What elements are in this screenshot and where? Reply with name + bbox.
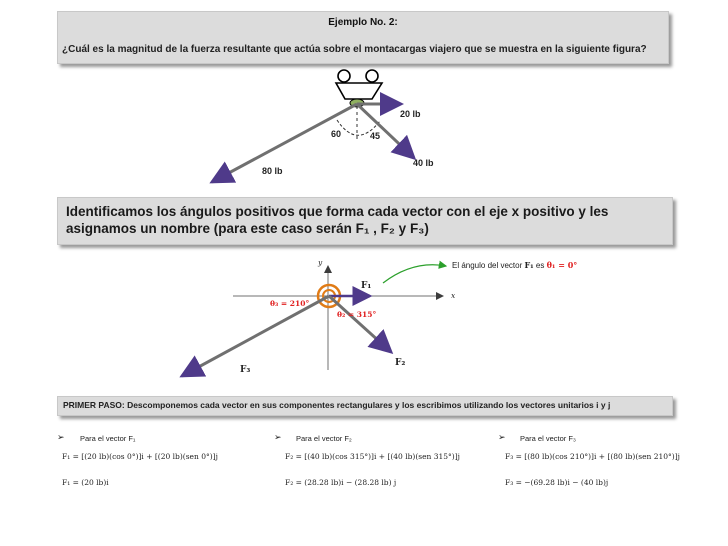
example-title: Ejemplo No. 2: [328, 17, 398, 28]
component-heading-f3: Para el vector F₃ [520, 434, 576, 443]
y-axis-label: y [318, 258, 323, 267]
component-eq2-f1: F₁ = (20 lb)i [62, 478, 109, 487]
theta1-note-angle: θ₁ = 0° [546, 260, 578, 270]
component-eq1-f1: F₁ = [(20 lb)(cos 0°)]i + [(20 lb)(sen 0°)]j [62, 452, 218, 461]
bullet-arrow-icon: ➢ [498, 432, 506, 442]
bullet-arrow-icon: ➢ [274, 432, 282, 442]
note-arrow [383, 265, 446, 283]
x-axis-label: x [451, 291, 456, 300]
component-heading-f1: Para el vector F₁ [80, 434, 136, 443]
label-80lb: 80 lb [262, 166, 283, 176]
label-20lb: 20 lb [400, 109, 421, 119]
problem-question: ¿Cuál es la magnitud de la fuerza resultante que actúa sobre el montacargas viajero que se muestra en la siguiente figura? [62, 44, 647, 55]
component-eq1-f3: F₃ = [(80 lb)(cos 210°)]i + [(80 lb)(sen 210°)]j [505, 452, 680, 461]
step-identify-text: Identificamos los ángulos positivos que forma cada vector con el eje x positivo y les asignamos un nombre (para este caso serán F₁ , F₂ y F₃) [66, 204, 609, 236]
component-heading-f2: Para el vector F₂ [296, 434, 352, 443]
component-eq1-f2: F₂ = [(40 lb)(cos 315°)]i + [(40 lb)(sen 315°)]j [285, 452, 460, 461]
label-f2: F₂ [395, 358, 406, 368]
label-40lb: 40 lb [413, 158, 434, 168]
theta1-note-vector: F₁ [524, 260, 534, 270]
trolley [336, 70, 382, 107]
step-identify-angles [57, 197, 673, 245]
label-angle-45: 45 [370, 131, 381, 141]
theta3-label: θ₃ = 210° [270, 299, 310, 308]
step-decompose [57, 396, 673, 416]
label-f1: F₁ [361, 281, 372, 291]
theta1-note-prefix: El ángulo del vector [452, 261, 525, 270]
component-eq2-f3: F₃ = −(69.28 lb)i − (40 lb)j [505, 478, 609, 487]
bullet-arrow-icon: ➢ [57, 432, 65, 442]
theta2-label: θ₂ = 315° [337, 310, 377, 319]
label-angle-60: 60 [331, 129, 342, 139]
vector-f3 [182, 296, 329, 376]
theta1-note [452, 260, 577, 270]
component-eq2-f2: F₂ = (28.28 lb)i − (28.28 lb) j [285, 478, 397, 487]
force-80lb [212, 104, 357, 182]
step-decompose-text: PRIMER PASO: Descomponemos cada vector en sus componentes rectangulares y los escribimos utilizando los vectores unitarios i y j [63, 400, 611, 410]
vector-f2 [329, 296, 391, 352]
label-f3: F₃ [240, 365, 251, 375]
theta1-note-mid: es [533, 261, 547, 270]
